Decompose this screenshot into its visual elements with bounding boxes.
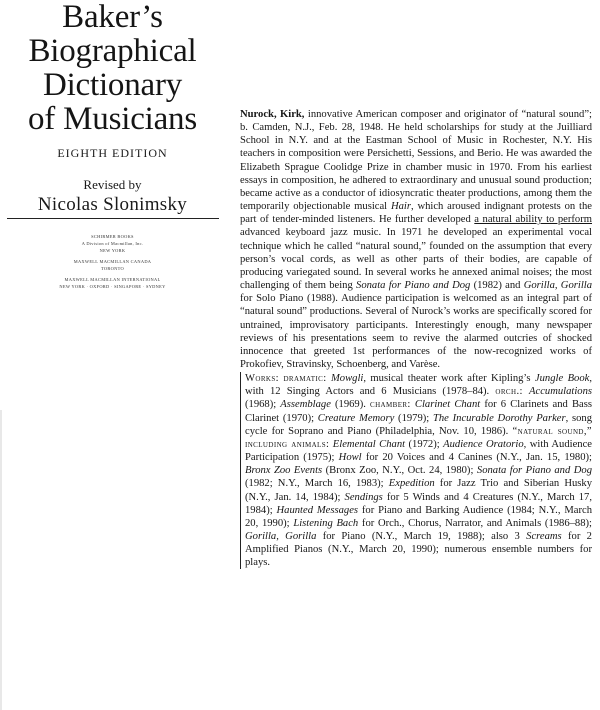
publisher-division: A Division of Macmillan, Inc.: [81, 241, 144, 246]
publisher-city: NEW YORK: [99, 248, 126, 253]
title-page: [0, 0, 225, 290]
dictionary-entry: [240, 108, 592, 569]
bio-text-3: advanced keyboard jazz music. In 1971 he developed an experimental vocal technique which he called “natural sound,” founded on the assumption that every person’s vocal cords, as well as other parts of their bodies, are capable of producing variegated sound. In several works he annexed animal noises; the most challenging of them being: [240, 227, 592, 292]
works-text-3: (1968);: [245, 399, 281, 411]
reviser-name: Nicolas Slonimsky: [37, 194, 188, 215]
work-title-elemental-chant: Elemental Chant: [332, 438, 406, 450]
bio-underlined-phrase: a natural ability to perform: [474, 214, 592, 226]
work-title-creature-memory: Creature Memory: [317, 412, 395, 424]
works-text-12: (1982; N.Y., March 16, 1983);: [245, 478, 389, 490]
works-text-6: (1979);: [394, 412, 433, 424]
book-title-line-4: of Musicians: [28, 101, 197, 137]
works-text-1: , musical theater work after Kipling’s: [363, 373, 535, 385]
works-text-18: for 2 Amplified Pianos (N.Y., March 20, 1990); numerous ensemble numbers for plays.: [245, 531, 592, 569]
work-title-mowgli: Mowgli: [330, 373, 364, 385]
book-title-line-3: Dictionary: [42, 67, 183, 103]
work-title-audience-oratorio: Audience Oratorio: [443, 438, 524, 450]
work-title-haunted-messages: Haunted Messages: [276, 504, 359, 516]
works-text-9: , with Audience Participation (1975);: [245, 438, 592, 464]
works-cat-dramatic: dramatic:: [283, 373, 327, 385]
works-text-5: for 6 Clarinets and Bass Clarinet (1970);: [245, 399, 592, 424]
work-title-assemblage: Assemblage: [280, 399, 331, 411]
work-title-gorilla-gorilla: Gorilla, Gorilla: [245, 531, 317, 542]
bio-text-5: for Solo Piano (1988). Audience participation is welcomed as an integral part of “natural sound” productions. Several of Nurock’s works are specifically scored for untrained, improvisatory participants. Interestingly enough, many newspaper reviews of his presentations seem to revive the alarmed outcries of shocked innocence that greeted 1st performances of the now-recognized works of Prokofiev, Stravinsky, Schoenberg, and Varèse.: [240, 293, 592, 370]
work-title-incurable-dorothy-parker: The Incurable Dorothy Parker: [432, 412, 566, 424]
entry-headword: Nurock, Kirk,: [240, 109, 305, 120]
work-title-screams: Screams: [526, 531, 562, 542]
work-title-jungle-book: Jungle Book: [534, 373, 590, 385]
work-title-bronx-zoo-events: Bronx Zoo Events: [245, 465, 323, 477]
bio-title-sonata: Sonata for Piano and Dog: [356, 280, 471, 292]
works-cat-orch: orch.:: [495, 386, 523, 398]
works-text-4: (1969).: [330, 399, 371, 411]
works-text-8: (1972);: [405, 438, 444, 450]
works-text-11: (Bronx Zoo, N.Y., Oct. 24, 1980);: [322, 465, 477, 477]
work-title-howl: Howl: [338, 452, 362, 464]
publisher-name: SCHIRMER BOOKS: [91, 234, 134, 239]
work-title-sendings: Sendings: [344, 491, 383, 503]
work-title-listening-bach: Listening Bach: [293, 517, 359, 529]
bio-text-1: innovative American composer and originator of “natural sound”; b. Camden, N.J., Feb. 28, 1948. He held scholarships for study at the Juilliard School in N.Y. and at the Eastman School of Music in Rochester, N.Y. His teachers in composition were Persichetti, Sessions, and Berio. He was awarded the Elizabeth Sprague Coolidge Prize in chamber music in 1970. From his earliest essays in composition, he adhered to extraordinary and unusual sound production; became active as a conductor of idiosyncratic theater productions, among them the temporarily objectionable musical: [240, 109, 592, 213]
works-cat-natural-sound: “natural sound,” including animals:: [245, 425, 593, 450]
publisher-line-3-cities: NEW YORK · OXFORD · SINGAPORE · SYDNEY: [59, 284, 166, 289]
works-text-15: for Piano and Barking Audience (1984; N.Y., March 20, 1990);: [245, 504, 592, 529]
works-label: Works:: [245, 373, 280, 385]
bio-title-hair: Hair: [390, 201, 411, 213]
reviser-rule: [7, 218, 219, 219]
works-text-17: for Piano (N.Y., March 19, 1988); also 3: [316, 531, 527, 542]
publisher-line-2: MAXWELL MACMILLAN CANADA: [73, 259, 152, 264]
bio-text-4: (1982) and: [470, 280, 524, 292]
works-text-7: , song cycle for Soprano and Piano (Philadelphia, Nov. 10, 1986).: [245, 412, 593, 437]
publisher-line-3: MAXWELL MACMILLAN INTERNATIONAL: [64, 277, 161, 282]
bio-text-2: , which aroused indignant protests on the part of tender-minded listeners. He further developed: [240, 201, 592, 226]
publisher-block: [0, 233, 225, 290]
work-title-clarinet-chant: Clarinet Chant: [414, 399, 481, 411]
bio-title-gorilla: Gorilla, Gorilla: [523, 280, 592, 292]
work-title-sonata-piano-dog: Sonata for Piano and Dog: [476, 465, 592, 477]
scan-edge: [0, 410, 2, 710]
book-title-line-1: Baker’s: [62, 0, 163, 35]
works-text-2: , with 12 Singing Actors and 6 Musicians (1978–84).: [245, 373, 592, 398]
book-title-line-2: Biographical: [28, 33, 197, 69]
entry-biography: [240, 108, 592, 371]
publisher-line-2-city: TORONTO: [101, 266, 124, 271]
works-text-14: for 5 Winds and 4 Creatures (N.Y., March 17, 1984);: [245, 491, 592, 516]
works-text-10: for 20 Voices and 4 Canines (N.Y., Jan. 15, 1980);: [361, 452, 592, 464]
works-text-13: for Jazz Trio and Siberian Husky (N.Y., Jan. 14, 1984);: [245, 478, 592, 503]
works-cat-chamber: chamber:: [370, 399, 411, 411]
work-title-accumulations: Accumulations: [529, 386, 592, 398]
edition-label: EIGHTH EDITION: [57, 146, 168, 160]
works-text-16: for Orch., Chorus, Narrator, and Animals (1986–88);: [358, 517, 592, 529]
work-title-expedition: Expedition: [388, 478, 435, 490]
revised-by-label: Revised by: [83, 177, 142, 192]
entry-works: [240, 372, 592, 569]
